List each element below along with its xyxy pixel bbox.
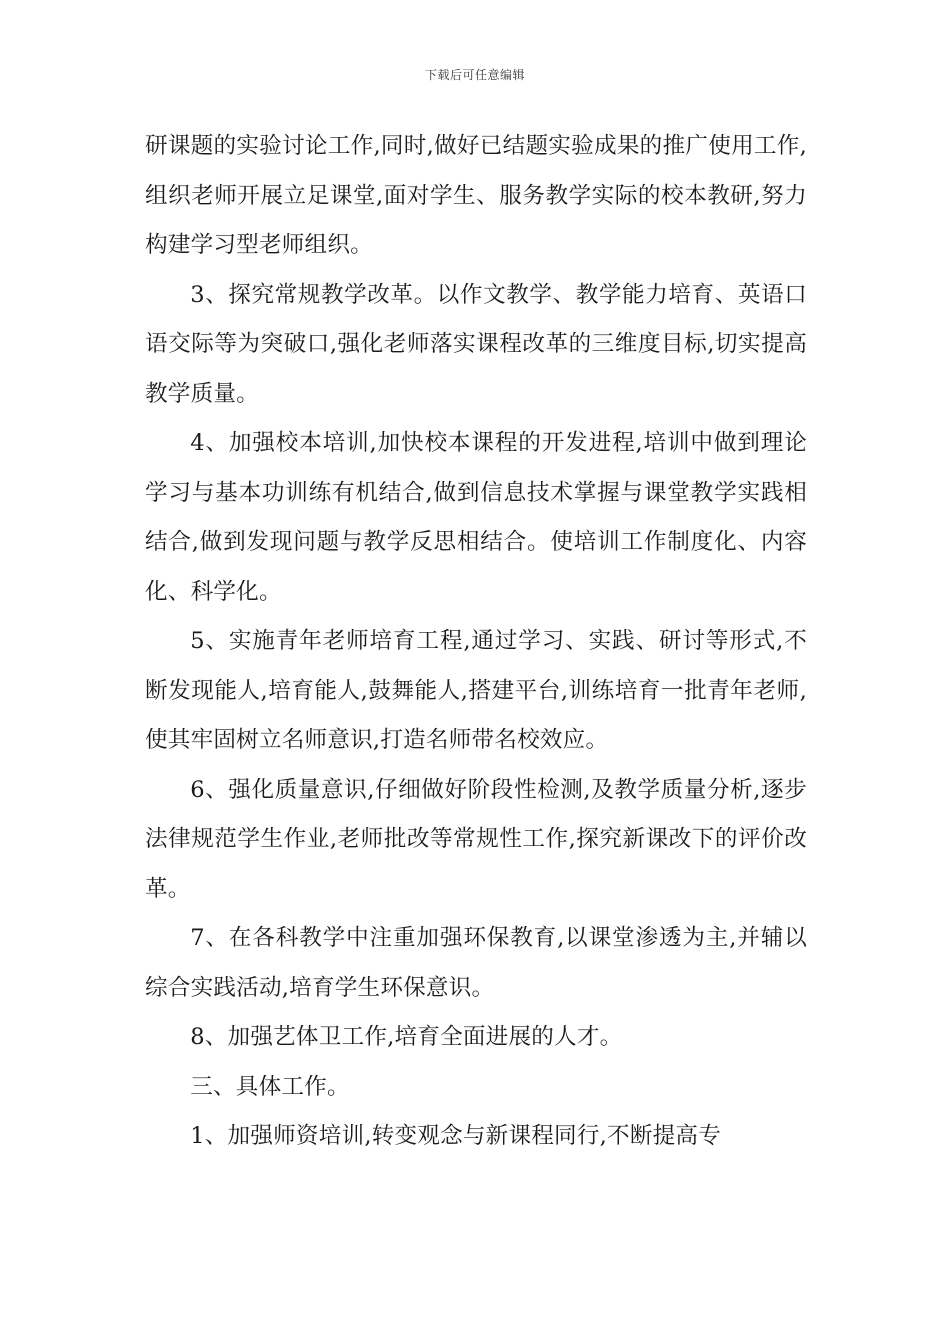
paragraph-5: 6、强化质量意识,仔细做好阶段性检测,及教学质量分析,逐步法律规范学生作业,老师批改等常规性工作,探究新课改下的评价改革。 [145, 776, 807, 902]
document-body [145, 122, 807, 1162]
paragraph-3: 4、加强校本培训,加快校本课程的开发进程,培训中做到理论学习与基本功训练有机结合,做到信息技术掌握与课堂教学实践相结合,做到发现问题与教学反思相结合。使培训工作制度化、内容化、科学化。 [145, 430, 807, 605]
paragraph-7: 8、加强艺体卫工作,培育全面进展的人才。 [190, 1024, 623, 1050]
section-heading: 三、具体工作。 [190, 1073, 350, 1100]
paragraph-2: 3、探究常规教学改革。以作文教学、教学能力培育、英语口语交际等为突破口,强化老师落实课程改革的三维度目标,切实提高教学质量。 [145, 281, 807, 407]
paragraph-4: 5、实施青年老师培育工程,通过学习、实践、研讨等形式,不断发现能人,培育能人,鼓舞能人,搭建平台,训练培育一批青年老师,使其牢固树立名师意识,打造名师带名校效应。 [145, 628, 807, 753]
paragraph-6: 7、在各科教学中注重加强环保教育,以课堂渗透为主,并辅以综合实践活动,培育学生环保意识。 [145, 925, 807, 1001]
paragraph-1: 研课题的实验讨论工作,同时,做好已结题实验成果的推广使用工作,组织老师开展立足课堂,面对学生、服务教学实际的校本教研,努力构建学习型老师组织。 [145, 133, 807, 258]
paragraph-8: 1、加强师资培训,转变观念与新课程同行,不断提高专 [190, 1123, 721, 1149]
page-header: 下载后可任意编辑 [424, 68, 525, 82]
